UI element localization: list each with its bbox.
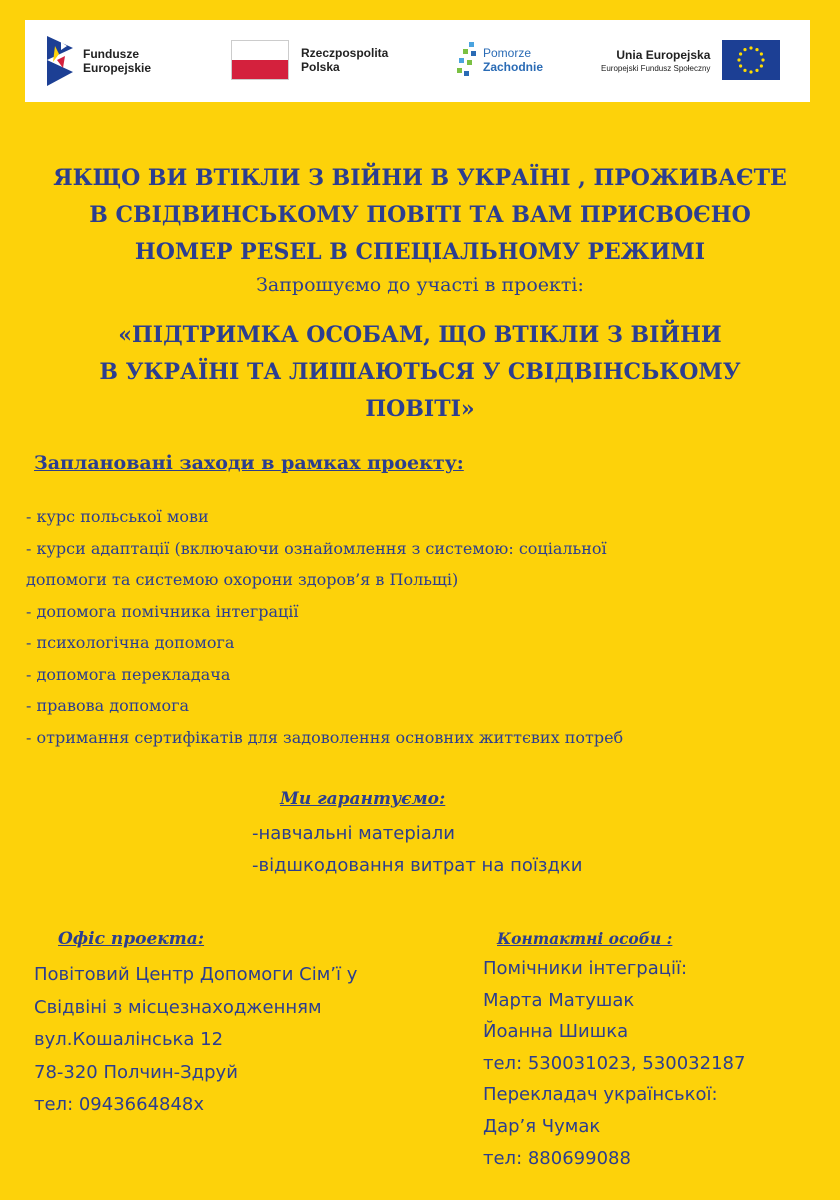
pz-line-2: Zachodnie <box>483 60 544 74</box>
office-phone: тел: 0943664848х <box>34 1094 205 1115</box>
project-title-line: «ПІДТРИМКА ОСОБАМ, ЩО ВТІКЛИ З ВІЙНИ <box>118 322 722 348</box>
eu-flag-icon <box>722 40 780 80</box>
ue-title: Unia Europejska <box>616 47 711 62</box>
contacts-heading: Контактні особи : <box>497 929 673 948</box>
project-title-line: ПОВІТІ» <box>365 396 475 422</box>
contact-line: Йоанна Шишка <box>483 1021 629 1043</box>
activities-list <box>26 501 806 753</box>
activities-heading: Заплановані заходи в рамках проекту: <box>34 452 464 474</box>
list-item: - отримання сертифікатів для задоволення основних життєвих потреб <box>26 727 624 747</box>
list-item: допомоги та системою охорони здоров’я в Польщі) <box>26 570 459 589</box>
unia-europejska-logo <box>601 40 780 80</box>
list-item: -відшкодовання витрат на поїздки <box>252 855 583 876</box>
guarantee-heading: Ми гарантуємо: <box>280 789 446 809</box>
project-title-line: В УКРАЇНІ ТА ЛИШАЮТЬСЯ У СВІДВІНСЬКОМУ <box>99 359 741 385</box>
invite-text: Запрошуємо до участі в проекті: <box>256 274 584 296</box>
contacts-list <box>483 953 745 1174</box>
headline-line: В СВІДВИНСЬКОМУ ПОВІТІ ТА ВАМ ПРИСВОЄНО <box>89 202 751 228</box>
list-item: - психологічна допомога <box>26 633 235 652</box>
fe-star-icon <box>45 34 75 88</box>
guarantees-list <box>252 818 582 882</box>
project-title <box>60 317 780 428</box>
address-line: 78-320 Полчин-Здруй <box>34 1061 238 1083</box>
pomorze-squares-icon <box>455 40 483 80</box>
contact-line: Дар’я Чумак <box>483 1115 601 1137</box>
polish-flag-icon <box>231 40 289 80</box>
list-item: - курс польської мови <box>26 507 209 526</box>
rzeczpospolita-logo <box>231 40 388 80</box>
contact-line: Перекладач української: <box>483 1084 718 1106</box>
ue-subtitle: Europejski Fundusz Społeczny <box>601 63 711 73</box>
pomorze-zachodnie-logo <box>455 40 543 80</box>
fundusze-europejskie-logo <box>45 34 151 88</box>
office-address <box>34 959 357 1122</box>
pz-line-1: Pomorze <box>483 46 532 60</box>
fe-line-2: Europejskie <box>83 61 152 75</box>
list-item: - курси адаптації (включаючи ознайомлення з системою: соціальної <box>26 538 607 558</box>
contact-phone: тел: 530031023, 530032187 <box>483 1052 746 1074</box>
headline <box>20 160 820 271</box>
office-heading: Офіс проекта: <box>58 929 205 949</box>
rp-line-2: Polska <box>301 60 340 74</box>
headline-line: НОМЕР PESEL В СПЕЦІАЛЬНОМУ РЕЖИМІ <box>134 239 706 265</box>
address-line: вул.Кошалінська 12 <box>34 1029 224 1050</box>
contact-line: Помічники інтеграції: <box>483 958 688 979</box>
list-item: - допомога перекладача <box>26 664 231 684</box>
address-line: Свідвіні з місцезнаходженням <box>34 996 322 1018</box>
contact-line: Марта Матушак <box>483 989 635 1011</box>
rp-line-1: Rzeczpospolita <box>301 46 389 60</box>
list-item: -навчальні матеріали <box>252 823 456 844</box>
list-item: - правова допомога <box>26 696 189 715</box>
logo-bar <box>25 20 810 102</box>
list-item: - допомога помічника інтеграції <box>26 601 299 621</box>
fe-line-1: Fundusze <box>83 47 139 61</box>
headline-line: ЯКЩО ВИ ВТІКЛИ З ВІЙНИ В УКРАЇНІ , ПРОЖИВАЄТЕ <box>53 165 787 191</box>
contact-phone: тел: 880699088 <box>483 1147 631 1169</box>
address-line: Повітовий Центр Допомоги Сім’ї у <box>34 964 358 985</box>
